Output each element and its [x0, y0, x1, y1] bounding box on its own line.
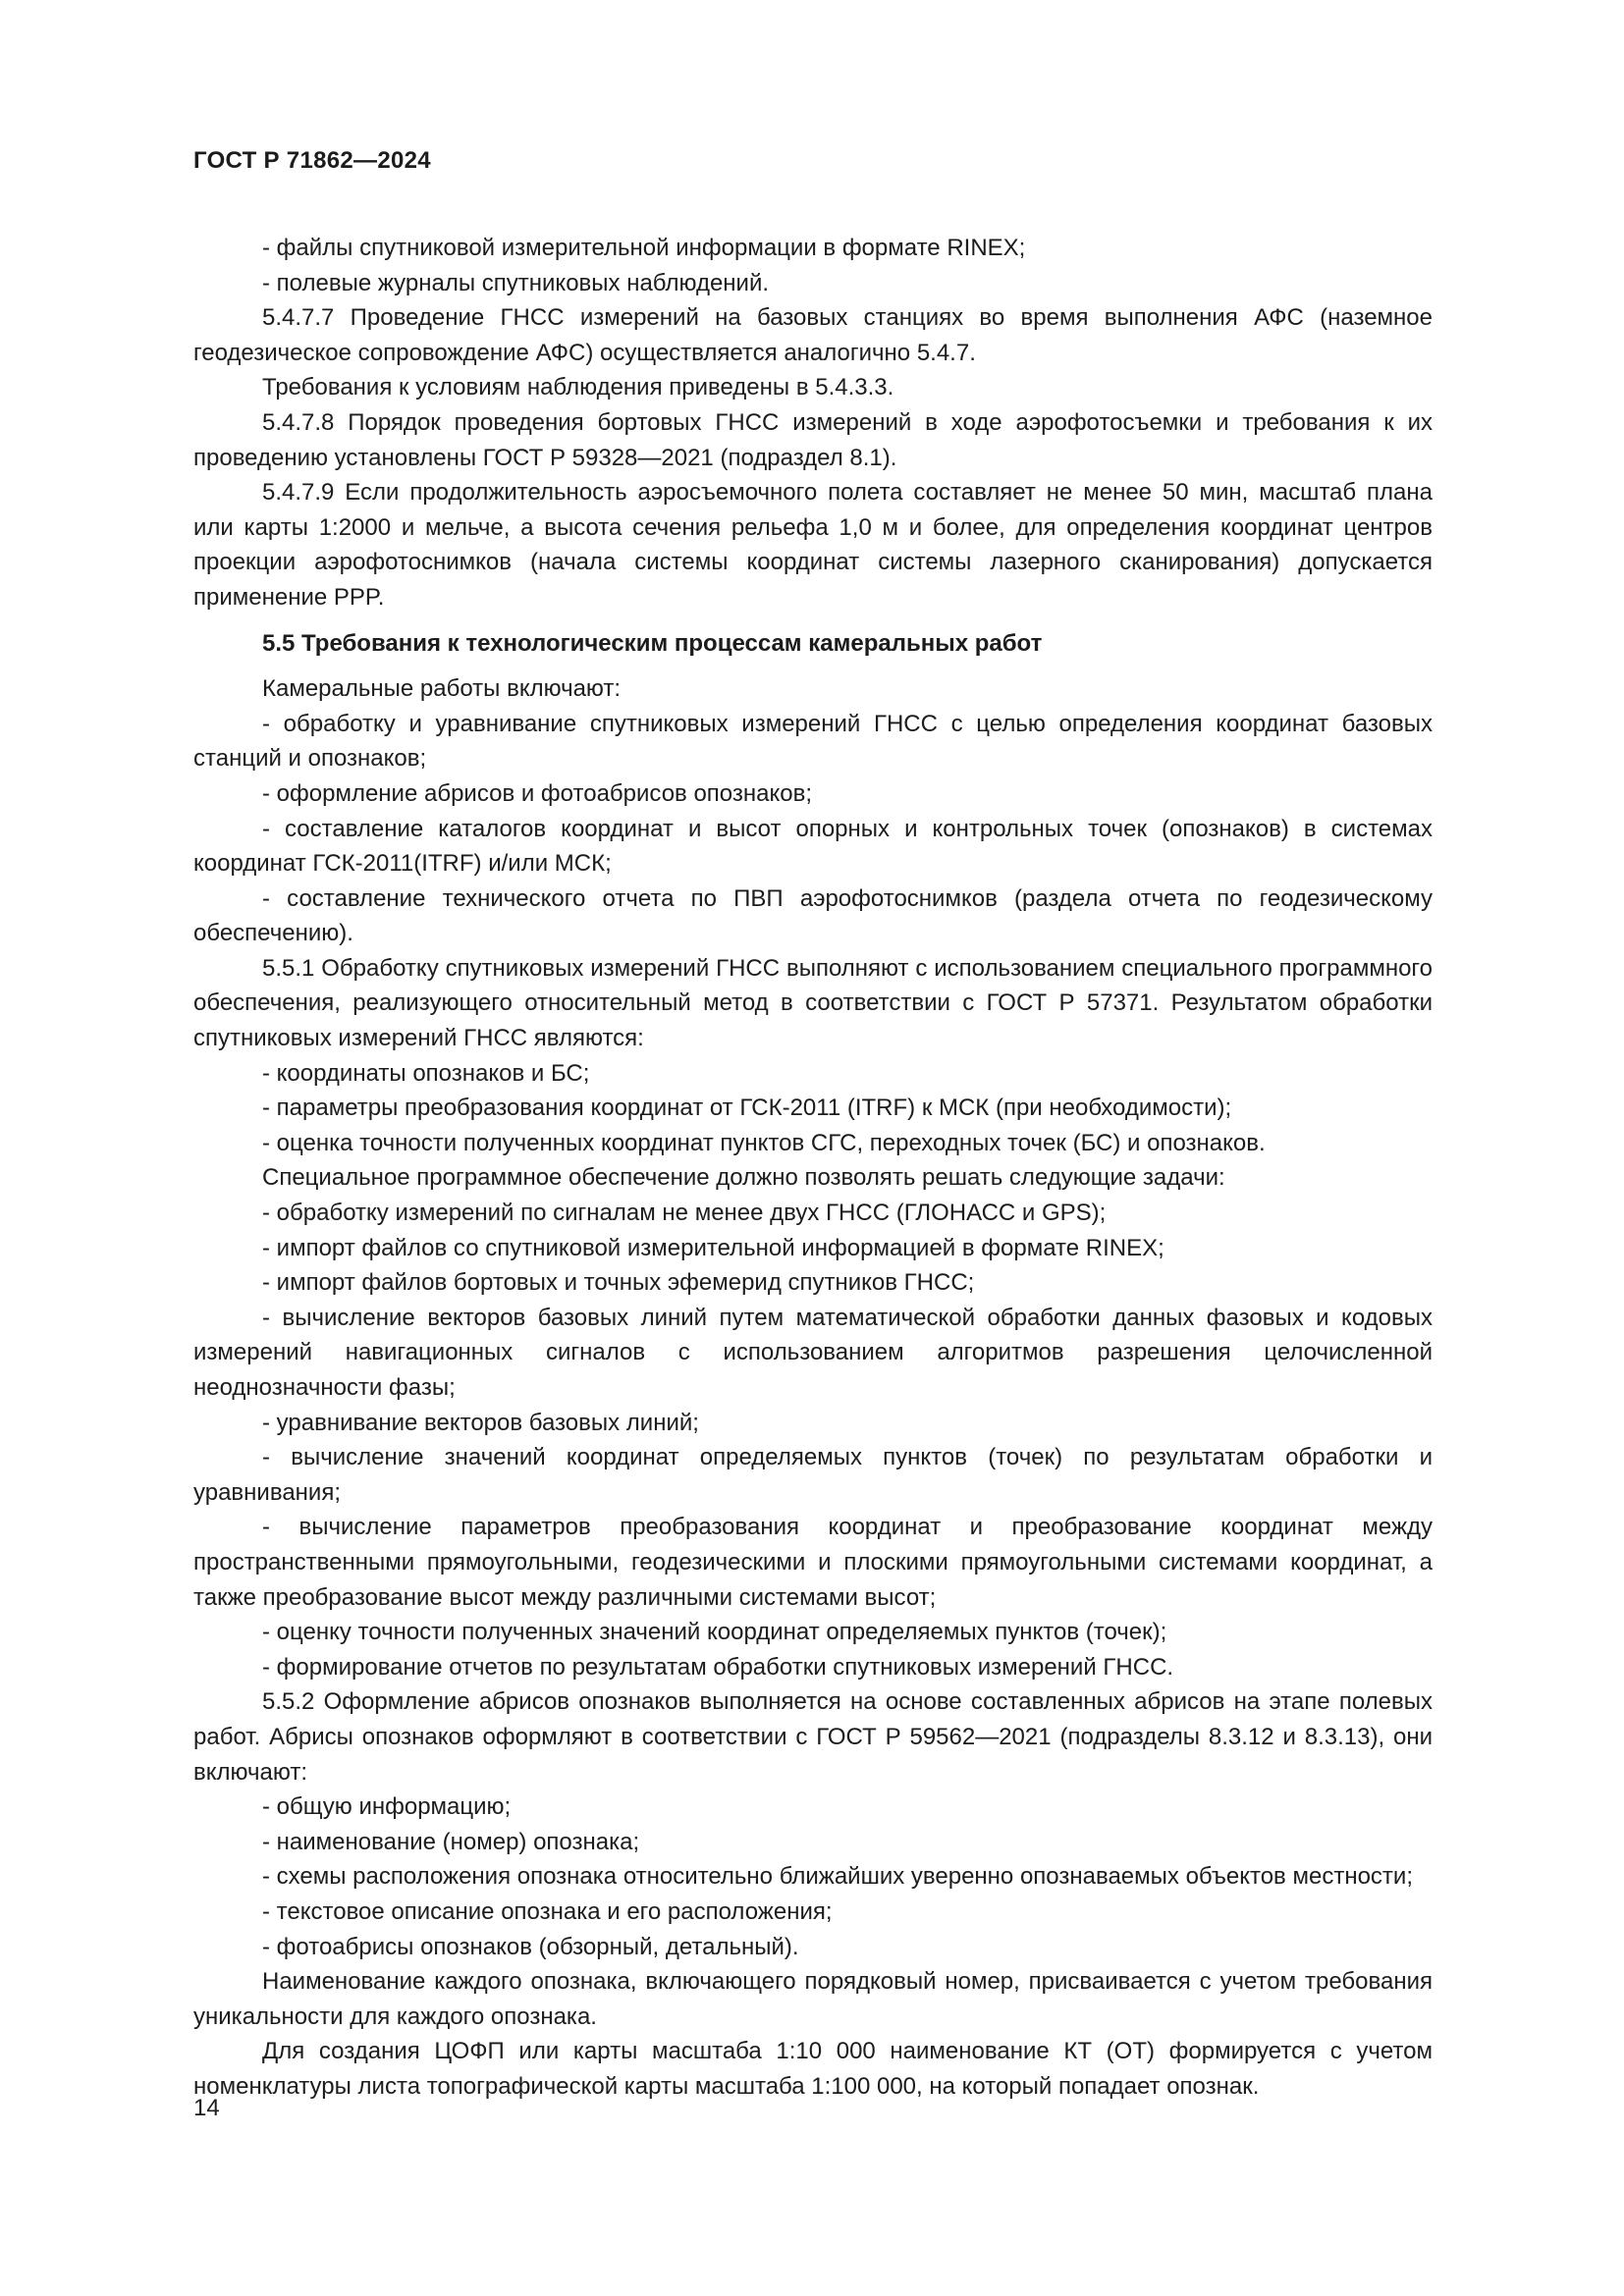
list-item: - оценку точности полученных значений координат определяемых пунктов (точек); — [262, 1619, 1167, 1646]
list-item: - параметры преобразования координат от ГСК-2011 (ITRF) к МСК (при необходимости); — [262, 1095, 1232, 1122]
list-item: - составление каталогов координат и высот опорных и контрольных точек (опознаков) в системах координат ГСК-2011(ITRF) и/или МСК; — [193, 815, 1433, 878]
list-item: - импорт файлов бортовых и точных эфемерид спутников ГНСС; — [262, 1269, 975, 1297]
list-item: - координаты опознаков и БС; — [262, 1059, 590, 1087]
list-item: - обработку измерений по сигналам не менее двух ГНСС (ГЛОНАСС и GPS); — [262, 1200, 1107, 1227]
list-item: - импорт файлов со спутниковой измерительной информацией в формате RINEX; — [262, 1234, 1164, 1261]
paragraph: Камеральные работы включают: — [262, 675, 622, 703]
top-paragraphs — [193, 231, 1433, 615]
paragraph: 5.4.7.8 Порядок проведения бортовых ГНСС измерений в ходе аэрофотосъемки и требования к их проведению установлены ГОСТ Р 59328—2021 (подраздел 8.1). — [193, 408, 1433, 471]
bottom-paragraphs — [193, 671, 1433, 2104]
section-title: 5.5 Требования к технологическим процессам камеральных работ — [262, 629, 1043, 657]
list-item: - общую информацию; — [262, 1793, 512, 1821]
list-item: - вычисление параметров преобразования координат и преобразование координат между пространственными прямоугольными, геодезическими и плоскими прямоугольными системами координат, а также преобразование высот между различными системами высот; — [193, 1514, 1433, 1611]
list-item: - схемы расположения опознака относительно ближайших уверенно опознаваемых объектов местности; — [262, 1863, 1413, 1891]
paragraph: 5.4.7.7 Проведение ГНСС измерений на базовых станциях во время выполнения АФС (наземное геодезическое сопровождение АФС) осуществляется аналогично 5.4.7. — [193, 304, 1433, 366]
list-item: - формирование отчетов по результатам обработки спутниковых измерений ГНСС. — [262, 1653, 1174, 1681]
paragraph: Требования к условиям наблюдения приведены в 5.4.3.3. — [262, 374, 894, 401]
list-item: - составление технического отчета по ПВП аэрофотоснимков (раздела отчета по геодезическому обеспечению). — [193, 884, 1433, 947]
list-item: - полевые журналы спутниковых наблюдений. — [262, 269, 770, 296]
page-number: 14 — [193, 2095, 220, 2121]
paragraph: 5.5.1 Обработку спутниковых измерений ГНСС выполняют с использованием специального программного обеспечения, реализующего относительный метод в соответствии с ГОСТ Р 57371. Результатом обработки спутниковых измерений ГНСС являются: — [193, 954, 1433, 1052]
document-body — [193, 231, 1433, 2104]
list-item: - вычисление значений координат определяемых пунктов (точек) по результатам обработки и уравнивания; — [193, 1444, 1433, 1506]
list-item: - оценка точности полученных координат пунктов СГС, переходных точек (БС) и опознаков. — [262, 1129, 1266, 1156]
paragraph: 5.4.7.9 Если продолжительность аэросъемочного полета составляет не менее 50 мин, масштаб плана или карты 1:2000 и мельче, а высота сечения рельефа 1,0 м и более, для определения координат центров проекции аэрофотоснимков (начала системы координат системы лазерного сканирования) допускается применение PPP. — [193, 479, 1433, 611]
list-item: - наименование (номер) опознака; — [262, 1828, 640, 1855]
list-item: - обработку и уравнивание спутниковых измерений ГНСС с целью определения координат базовых станций и опознаков; — [193, 710, 1433, 773]
list-item: - фотоабрисы опознаков (обзорный, детальный). — [262, 1933, 799, 1960]
list-item: - вычисление векторов базовых линий путем математической обработки данных фазовых и кодовых измерений навигационных сигналов с использованием алгоритмов разрешения целочисленной неоднозначности фазы; — [193, 1304, 1433, 1401]
list-item: - файлы спутниковой измерительной информации в формате RINEX; — [262, 235, 1026, 261]
paragraph: Специальное программное обеспечение должно позволять решать следующие задачи: — [262, 1164, 1225, 1192]
paragraph: Наименование каждого опознака, включающего порядковый номер, присваивается с учетом требования уникальности для каждого опознака. — [193, 1968, 1433, 2030]
paragraph: Для создания ЦОФП или карты масштаба 1:10 000 наименование КТ (ОТ) формируется с учетом номенклатуры листа топографической карты масштаба 1:100 000, на который попадает опознак. — [193, 2038, 1433, 2100]
document-header: ГОСТ Р 71862—2024 — [193, 147, 431, 174]
paragraph: 5.5.2 Оформление абрисов опознаков выполняется на основе составленных абрисов на этапе полевых работ. Абрисы опознаков оформляют в соответствии с ГОСТ Р 59562—2021 (подразделы 8.3.12 и 8.3.13), они включают: — [193, 1688, 1433, 1786]
list-item: - уравнивание векторов базовых линий; — [262, 1409, 699, 1436]
list-item: - текстовое описание опознака и его расположения; — [262, 1897, 833, 1925]
list-item: - оформление абрисов и фотоабрисов опознаков; — [262, 779, 813, 807]
